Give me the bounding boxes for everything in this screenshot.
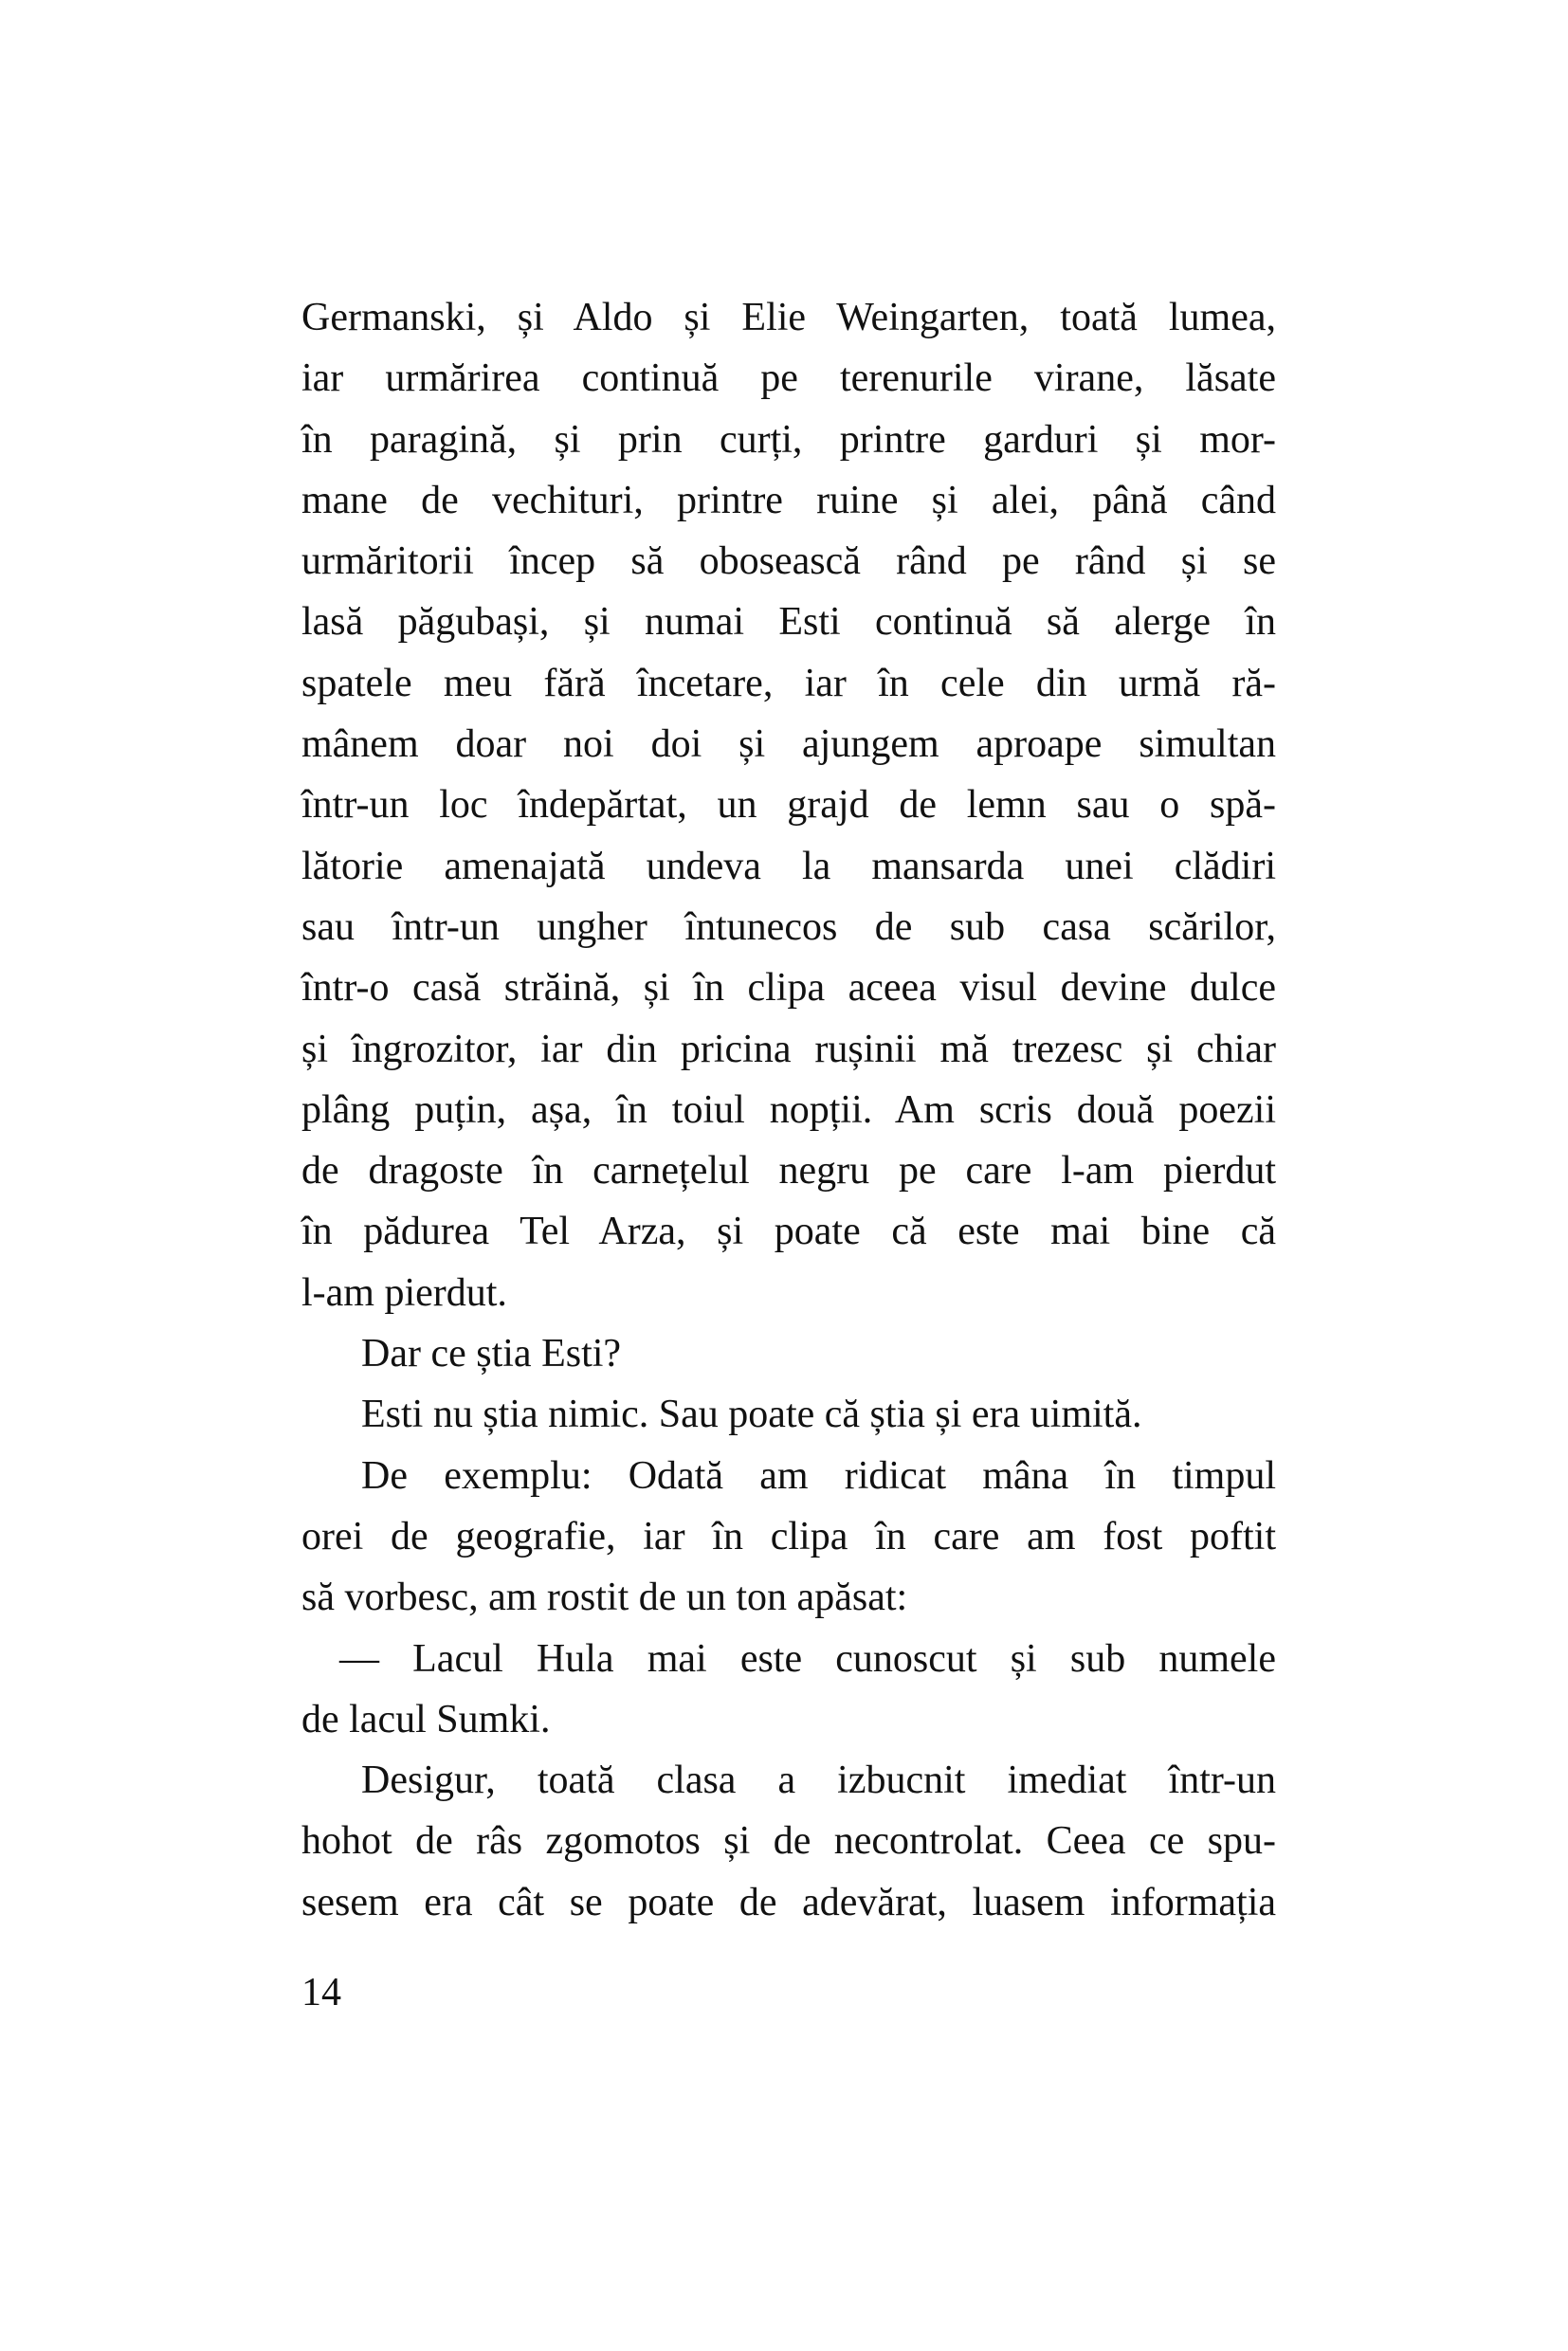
text-line: Germanski, și Aldo și Elie Weingarten, toată lumea, [301,296,1276,339]
text-line: sesem era cât se poate de adevărat, luasem informația [301,1880,1276,1924]
text-line: Dar ce știa Esti? [361,1332,622,1376]
body-text [301,287,1276,1933]
text-line: Esti nu știa nimic. Sau poate că știa și era uimită. [361,1393,1142,1437]
text-line: și îngrozitor, iar din pricina rușinii mă trezesc și chiar [301,1027,1276,1071]
text-line: de lacul Sumki. [301,1697,551,1741]
text-line: plâng puțin, așa, în toiul nopții. Am scris două poezii [301,1087,1276,1132]
text-line: mânem doar noi doi și ajungem aproape simultan [301,722,1276,767]
text-line: sau într-un ungher întunecos de sub casa scărilor, [301,904,1276,949]
text-line: Desigur, toată clasa a izbucnit imediat într-un [361,1759,1276,1803]
text-line: l-am pierdut. [301,1270,507,1315]
text-line: lasă păgubași, și numai Esti continuă să alerge în [301,600,1276,645]
text-line: lătorie amenajată undeva la mansarda unei clădiri [301,844,1276,888]
page-number: 14 [301,1971,341,2014]
text-line: într-un loc îndepărtat, un grajd de lemn sau o spă- [301,783,1276,828]
dialogue-line: — Lacul Hula mai este cunoscut și sub numele [339,1636,1276,1681]
text-line: mane de vechituri, printre ruine și alei, până când [301,478,1276,522]
text-line: urmăritorii încep să obosească rând pe rând și se [301,539,1276,584]
text-line: într-o casă străină, și în clipa aceea visul devine dulce [301,966,1276,1011]
text-line: de dragoste în carnețelul negru pe care l-am pierdut [301,1149,1276,1194]
text-line: în paragină, și prin curți, printre garduri și mor- [301,417,1276,462]
text-line: să vorbesc, am rostit de un ton apăsat: [301,1576,908,1620]
text-line: spatele meu fără încetare, iar în cele din urmă ră- [301,661,1276,705]
text-line: iar urmărirea continuă pe terenurile virane, lăsate [301,356,1276,401]
text-line: hohot de râs zgomotos și de necontrolat. Ceea ce spu- [301,1819,1276,1864]
text-line: în pădurea Tel Arza, și poate că este mai bine că [301,1210,1276,1254]
text-line: orei de geografie, iar în clipa în care am fost poftit [301,1514,1276,1558]
text-line: De exemplu: Odată am ridicat mâna în timpul [361,1453,1276,1498]
